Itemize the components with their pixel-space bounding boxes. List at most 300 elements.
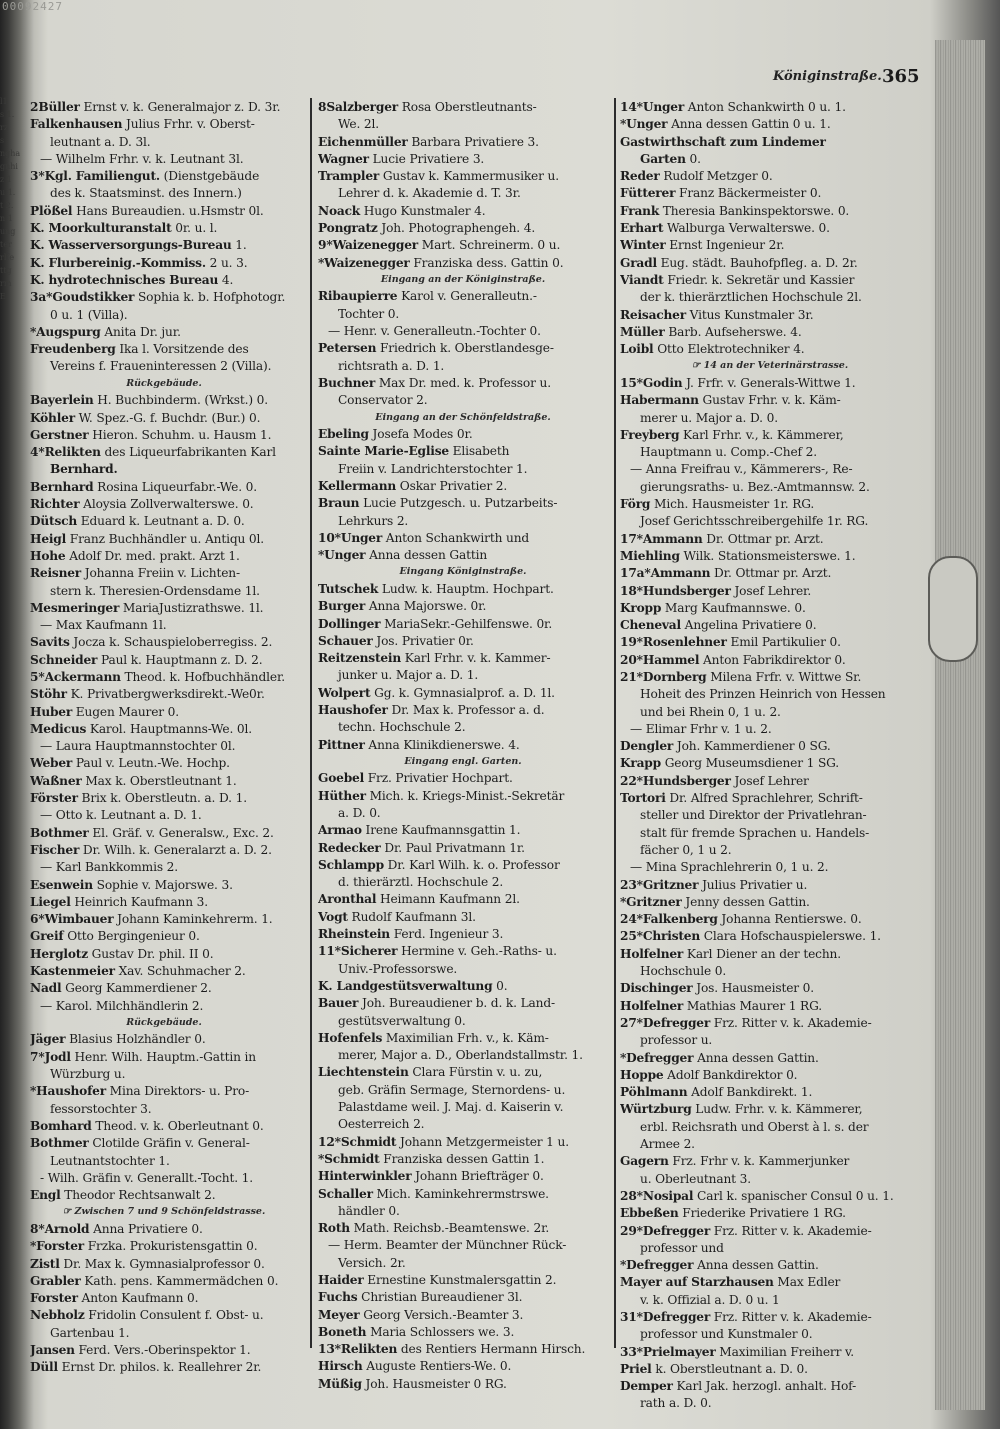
resident-name: Sainte Marie-Eglise (318, 444, 449, 459)
section-heading: ☞ Zwischen 7 und 9 Schönfeldstrasse. (62, 1206, 266, 1218)
entry-text: Ernst v. k. Generalmajor z. D. 3r. (79, 100, 281, 114)
resident-name: Cheneval (620, 618, 681, 633)
resident-name: Haider (318, 1273, 364, 1287)
entry-text: Milena Frfr. v. Wittwe Sr. (706, 670, 862, 684)
directory-entry (30, 410, 298, 427)
directory-entry (30, 1290, 298, 1307)
resident-name: Jäger (30, 1032, 66, 1047)
entry-text: Vitus Kunstmaler 3r. (685, 307, 814, 322)
section-heading: Eingang an der Schönfeldstraße. (375, 411, 551, 423)
house-number: 4* (30, 445, 45, 460)
entry-text: und bei Rhein 0, 1 u. 2. (640, 704, 781, 719)
resident-name: Bayerlein (30, 393, 94, 408)
entry-text: Brix k. Oberstleutn. a. D. 1. (77, 791, 247, 806)
entry-text: K. Privatbergwerksdirekt.-We0r. (66, 687, 265, 702)
resident-name: Düll (30, 1360, 58, 1375)
resident-name: *Augspurg (30, 324, 101, 339)
directory-entry (318, 995, 608, 1012)
margin-fragment: s 1. (0, 110, 15, 119)
directory-entry (318, 1307, 608, 1324)
entry-text: Irene Kaufmannsgattin 1. (361, 823, 521, 838)
entry-text: Tochter 0. (338, 306, 400, 321)
entry-continuation (30, 1101, 298, 1118)
resident-name: Stöhr (30, 687, 67, 702)
entry-continuation (30, 1153, 298, 1170)
resident-name: Wolpert (318, 685, 371, 700)
entry-text: fessorstochter 3. (50, 1101, 152, 1116)
entry-text: Karl Frhr. v. k. Kammer- (401, 651, 551, 666)
entry-text: Auguste Rentiers-We. 0. (362, 1359, 512, 1374)
margin-fragment: s (0, 136, 5, 145)
entry-text: — Wilhelm Frhr. v. k. Leutnant 3l. (40, 151, 244, 166)
entry-text: — Mina Sprachlehrerin 0, 1 u. 2. (630, 860, 829, 875)
entry-continuation (30, 134, 298, 151)
entry-text: Paul v. Leutn.-We. Hochp. (72, 756, 230, 771)
entry-text: techn. Hochschule 2. (338, 720, 466, 735)
entry-continuation (620, 721, 920, 738)
entry-text: Anita Dr. jur. (100, 324, 181, 339)
entry-text: Ferd. Ingenieur 3. (389, 927, 504, 942)
entry-text: Ernestine Kunstmalersgattin 2. (363, 1273, 557, 1287)
directory-entry (318, 1289, 608, 1306)
entry-continuation (318, 874, 608, 891)
entry-continuation (620, 151, 920, 168)
entry-text: merer u. Major a. D. 0. (640, 410, 778, 425)
resident-name: Hüther (318, 788, 366, 803)
directory-entry (620, 1153, 920, 1170)
entry-text: Palastdame weil. J. Maj. d. Kaiserin v. (338, 1100, 564, 1115)
entry-continuation (318, 323, 608, 340)
entry-text: Angelina Privatiere 0. (680, 618, 817, 633)
directory-entry (318, 1324, 608, 1341)
directory-entry (620, 1274, 920, 1291)
margin-fragment: ngha (0, 149, 21, 158)
resident-name: Miehling (620, 548, 680, 563)
resident-name: Priel (620, 1361, 652, 1376)
entry-text: Heimann Kaufmann 2l. (376, 892, 520, 907)
entry-text: Mathias Maurer 1 RG. (683, 998, 822, 1013)
resident-name: Gradl (620, 255, 657, 270)
directory-entry (30, 1118, 298, 1135)
margin-fragment: z 1 (0, 175, 12, 184)
entry-text: Hauptmann u. Comp.-Chef 2. (640, 445, 817, 460)
resident-name: Hirsch (318, 1359, 363, 1374)
directory-entry (620, 531, 920, 548)
resident-name: Fischer (30, 842, 80, 857)
resident-name: Meyer (318, 1307, 360, 1322)
entry-text: — Herm. Beamter der Münchner Rück- (328, 1238, 567, 1253)
entry-continuation (620, 289, 920, 306)
resident-name: Roth (318, 1221, 350, 1236)
resident-name: Hundsberger (642, 583, 731, 598)
resident-name: Reder (620, 169, 660, 184)
entry-text: Joh. Photographengeh. 4. (377, 221, 536, 236)
entry-continuation (620, 1240, 920, 1257)
directory-entry (30, 1359, 298, 1376)
resident-name: Reitzenstein (318, 651, 402, 666)
directory-entry (30, 479, 298, 496)
margin-fragment: n 1 (0, 214, 13, 223)
entry-text: Mart. Schreinerm. 0 u. (418, 238, 561, 253)
entry-text: Marg Kaufmannswe. 0. (661, 600, 806, 615)
resident-name: *Forster (30, 1239, 84, 1254)
directory-entry (318, 1186, 608, 1203)
entry-text: Johann Metzgermeister 1 u. (396, 1134, 569, 1149)
house-number: 17a* (620, 566, 651, 581)
entry-text: Lehrer d. k. Akademie d. T. 3r. (338, 186, 521, 201)
page-header (700, 66, 930, 92)
resident-name: Burger (318, 599, 366, 614)
resident-name: Savits (30, 635, 70, 650)
directory-entry (30, 289, 298, 306)
directory-entry (30, 496, 298, 513)
entry-text: Armee 2. (640, 1137, 695, 1152)
entry-text: Versich. 2r. (338, 1255, 406, 1270)
entry-text: Jocza k. Schauspieloberregiss. 2. (69, 635, 273, 650)
entry-text: Anna dessen Gattin 0 u. 1. (667, 117, 831, 132)
entry-text: Josef Lehrer. (730, 583, 812, 598)
directory-entry (620, 341, 920, 358)
directory-entry (620, 272, 920, 289)
entry-text: Leutnantstochter 1. (50, 1153, 170, 1168)
resident-name: Schlampp (318, 857, 384, 872)
entry-continuation (620, 859, 920, 876)
entry-text: Frz. Ritter v. k. Akademie- (710, 1015, 872, 1030)
entry-text: Lehrkurs 2. (338, 513, 409, 528)
directory-entry (318, 650, 608, 667)
resident-name: Medicus (30, 721, 87, 736)
directory-entry (318, 340, 608, 357)
house-number: 3* (30, 169, 45, 184)
directory-entry (620, 1223, 920, 1240)
house-number: 29* (620, 1223, 643, 1238)
directory-entry (318, 1376, 608, 1393)
resident-name: Schmidt (340, 1134, 397, 1149)
resident-name: *Unger (620, 117, 668, 132)
directory-entry (318, 1030, 608, 1047)
directory-entry (30, 324, 298, 341)
entry-text: — Henr. v. Generalleutn.-Tochter 0. (328, 324, 541, 339)
column-left (30, 99, 298, 1377)
entry-text: Josefa Modes 0r. (368, 427, 473, 442)
entry-text: Gg. k. Gymnasialprof. a. D. 1l. (370, 685, 555, 700)
directory-entry (30, 203, 298, 220)
entry-text: Vereins f. Fraueninteressen 2 (Villa). (50, 359, 272, 374)
directory-entry (620, 1344, 920, 1361)
directory-entry (30, 392, 298, 409)
entry-text: 2 u. 3. (205, 255, 248, 270)
resident-name: Hammel (642, 652, 700, 667)
entry-text: Julius Frhr. v. Oberst- (122, 117, 255, 132)
resident-name: Jansen (30, 1342, 75, 1357)
entry-text: k. Oberstleutnant a. D. 0. (651, 1361, 808, 1376)
resident-name: Plößel (30, 203, 73, 218)
entry-text: steller und Direktor der Privatlehran- (640, 808, 867, 823)
entry-text: Aloysia Zollverwalterswe. 0. (79, 497, 254, 512)
directory-entry (318, 926, 608, 943)
resident-name: Gritzner (642, 877, 699, 892)
entry-text: Rudolf Metzger 0. (659, 169, 773, 184)
entry-continuation (318, 1013, 608, 1030)
directory-entry (620, 116, 920, 133)
directory-entry (30, 531, 298, 548)
resident-name: Defregger (642, 1223, 711, 1238)
entry-continuation (30, 185, 298, 202)
entry-continuation (620, 807, 920, 824)
entry-text: Otto Elektrotechniker 4. (653, 342, 805, 357)
entry-text: Gustav Frhr. v. k. Käm- (698, 393, 841, 408)
page-stack-edge (935, 40, 985, 1410)
entry-text: Christian Bureaudiener 3l. (357, 1290, 523, 1305)
entry-text: Maximilian Frh. v., k. Käm- (382, 1030, 549, 1045)
entry-continuation (620, 1032, 920, 1049)
house-number: 8* (30, 1221, 45, 1236)
directory-entry (318, 1272, 608, 1289)
scan-id-stamp: 00092427 (2, 0, 63, 13)
directory-entry (318, 530, 608, 547)
entry-continuation (318, 116, 608, 133)
entry-continuation (318, 392, 608, 409)
resident-name: Mayer auf Starzhausen (620, 1275, 774, 1290)
resident-name: Hofenfels (318, 1030, 383, 1045)
resident-name: Nosipal (642, 1188, 694, 1203)
entry-text: — Karl Bankkommis 2. (40, 860, 178, 875)
directory-entry (30, 237, 298, 254)
entry-text: Karol. Hauptmanns-We. 0l. (86, 721, 252, 736)
directory-entry (318, 788, 608, 805)
entry-text: Hochschule 0. (640, 964, 727, 979)
entry-text: Emil Partikulier 0. (726, 635, 841, 650)
directory-entry (318, 255, 608, 272)
resident-name: Wimbauer (44, 912, 114, 927)
resident-name: Garten (640, 151, 686, 166)
resident-name: Nadl (30, 981, 62, 996)
directory-entry (30, 1342, 298, 1359)
resident-name: Dollinger (318, 616, 381, 631)
resident-name: Bernhard (30, 479, 94, 494)
resident-name: Huber (30, 704, 73, 719)
resident-name: Freyberg (620, 427, 680, 442)
entry-continuation (30, 307, 298, 324)
house-number: 9* (318, 238, 333, 253)
resident-name: Relikten (340, 1342, 398, 1357)
resident-name: Tortori (620, 791, 666, 806)
resident-name: Krapp (620, 756, 661, 771)
resident-name: Engl (30, 1188, 61, 1203)
directory-entry (30, 669, 298, 686)
directory-entry (30, 1135, 298, 1152)
directory-entry (620, 1188, 920, 1205)
margin-fragment: u 1. (0, 188, 16, 197)
directory-entry (318, 495, 608, 512)
entry-text: Johanna Freiin v. Lichten- (81, 566, 240, 581)
resident-name: Holfelner (620, 998, 684, 1013)
entry-continuation (30, 1325, 298, 1342)
entry-text: Franz Buchhändler u. Antiqu 0l. (66, 531, 264, 546)
directory-entry (620, 1361, 920, 1378)
directory-entry (318, 685, 608, 702)
house-number: 7* (30, 1049, 45, 1064)
entry-text: Franziska dess. Gattin 0. (409, 255, 564, 270)
directory-entry (30, 686, 298, 703)
entry-text: Julius Privatier u. (698, 877, 808, 892)
directory-entry (620, 427, 920, 444)
thumb-index-tab (928, 556, 978, 662)
section-heading: Rückgebäude. (126, 377, 202, 389)
directory-entry (30, 1221, 298, 1238)
directory-entry (620, 1205, 920, 1222)
directory-entry (318, 547, 608, 564)
entry-text: We. 2l. (338, 117, 379, 132)
entry-text: J. Frfr. v. Generals-Wittwe 1. (682, 375, 856, 390)
resident-name: Richter (30, 497, 80, 512)
entry-text: — Anna Freifrau v., Kämmerers-, Re- (630, 462, 853, 477)
entry-text: Theod. v. k. Oberleutnant 0. (91, 1118, 264, 1133)
directory-entry (620, 928, 920, 945)
directory-entry (620, 652, 920, 669)
entry-text: Blasius Holzhändler 0. (65, 1032, 206, 1047)
entry-text: Dr. Ottmar pr. Arzt. (702, 531, 824, 546)
entry-text: Dr. Wilh. k. Generalarzt a. D. 2. (79, 842, 272, 857)
directory-entry (30, 99, 298, 116)
entry-text: Franz Bäckermeister 0. (675, 186, 822, 201)
margin-fragment: t 2. (0, 201, 14, 210)
directory-entry (318, 1341, 608, 1358)
directory-entry (318, 1358, 608, 1375)
directory-entry (30, 1256, 298, 1273)
directory-entry (30, 928, 298, 945)
entry-text: des Rentiers Hermann Hirsch. (397, 1342, 586, 1357)
entry-text: Maximilian Freiherr v. (715, 1344, 855, 1359)
house-number: 11* (318, 944, 341, 959)
directory-entry (318, 151, 608, 168)
entry-text: Lucie Privatiere 3. (368, 151, 485, 166)
entry-text: Max k. Oberstleutnant 1. (81, 773, 237, 788)
entry-text: Theod. k. Hofbuchhändler. (120, 670, 286, 684)
entry-text: 0. (492, 978, 508, 993)
directory-entry (318, 1168, 608, 1185)
house-number: 23* (620, 877, 643, 892)
entry-text: Hans Bureaudien. u.Hsmstr 0l. (72, 203, 264, 218)
resident-name: Ribaupierre (318, 289, 398, 304)
resident-name: *Gritzner (620, 894, 682, 909)
entry-text: Karl Diener an der techn. (683, 946, 841, 961)
directory-entry (30, 600, 298, 617)
resident-name: *Schmidt (318, 1151, 380, 1166)
resident-name: Förg (620, 497, 651, 512)
resident-name: *Defregger (620, 1258, 694, 1273)
entry-text: v. k. Offizial a. D. 0 u. 1 (640, 1292, 780, 1307)
resident-name: Prielmayer (642, 1344, 716, 1359)
resident-name: Rosenlehner (642, 635, 727, 650)
entry-text: Max Dr. med. k. Professor u. (375, 375, 551, 390)
entry-continuation (318, 1047, 608, 1064)
directory-entry (318, 633, 608, 650)
entry-text: Frz. Ritter v. k. Akademie- (710, 1223, 872, 1238)
resident-name: Hoppe (620, 1067, 664, 1082)
resident-name: Zistl (30, 1256, 60, 1271)
entry-continuation (30, 998, 298, 1015)
entry-text: Ferd. Vers.-Oberinspektor 1. (74, 1342, 251, 1357)
entry-text: fächer 0, 1 u 2. (640, 842, 732, 857)
resident-name: Fütterer (620, 186, 676, 201)
margin-fragment: ung (0, 227, 16, 236)
resident-name: Rheinstein (318, 927, 390, 942)
resident-name: Braun (318, 496, 360, 511)
house-number: 31* (620, 1309, 643, 1324)
directory-entry (318, 943, 608, 960)
directory-entry (620, 1067, 920, 1084)
directory-entry (30, 773, 298, 790)
directory-entry (620, 790, 920, 807)
entry-text: Friedr. k. Sekretär und Kassier (663, 272, 855, 287)
directory-entry (318, 822, 608, 839)
entry-text: a. D. 0. (338, 805, 381, 820)
resident-name: Köhler (30, 410, 75, 425)
resident-name: Armao (318, 823, 362, 838)
resident-name: Hinterwinkler (318, 1169, 412, 1184)
entry-text: Johanna Rentierswe. 0. (717, 912, 862, 927)
section-heading: Rückgebäude. (126, 1016, 202, 1028)
entry-text: Rudolf Kaufmann 3l. (347, 909, 476, 924)
resident-name: Habermann (620, 393, 699, 408)
directory-entry (30, 1307, 298, 1324)
resident-name: Ebbeßen (620, 1206, 679, 1221)
resident-name: Arnold (44, 1221, 90, 1236)
entry-text: - Wilh. Gräfin v. Generallt.-Tocht. 1. (40, 1170, 253, 1185)
entry-text: Oskar Privatier 2. (396, 478, 508, 493)
house-number: 14* (620, 100, 643, 114)
directory-entry (620, 99, 920, 116)
entry-text: Ernst Ingenieur 2r. (665, 238, 785, 253)
resident-name: Buchner (318, 375, 376, 390)
entry-continuation (30, 859, 298, 876)
entry-text: Mina Direktors- u. Pro- (105, 1084, 250, 1099)
resident-name: Hohe (30, 548, 66, 563)
entry-continuation (318, 667, 608, 684)
entry-text: erbl. Reichsrath und Oberst à l. s. der (640, 1119, 869, 1134)
directory-entry (620, 220, 920, 237)
resident-name: Bernhard. (50, 462, 118, 477)
resident-name: Reisacher (620, 307, 686, 322)
margin-fragment: rm (0, 279, 12, 288)
entry-text: Anna dessen Gattin (365, 548, 488, 563)
entry-continuation (30, 738, 298, 755)
entry-text: Xav. Schuhmacher 2. (114, 964, 246, 979)
resident-name: Vogt (318, 909, 348, 924)
directory-entry (30, 427, 298, 444)
entry-text: MariaJustizrathswe. 1l. (119, 600, 264, 615)
entry-text: Dr. Max k. Gymnasialprofessor 0. (59, 1256, 265, 1271)
directory-entry (30, 1187, 298, 1204)
margin-fragment: gnhi (0, 162, 18, 171)
directory-entry (620, 998, 920, 1015)
entry-text: Fridolin Consulent f. Obst- u. (84, 1308, 264, 1323)
directory-entry (318, 443, 608, 460)
directory-entry (30, 1083, 298, 1100)
entry-text: rath a. D. 0. (640, 1396, 712, 1411)
resident-name: Goebel (318, 771, 364, 786)
entry-text: Frz. Ritter v. k. Akademie- (710, 1309, 872, 1324)
directory-entry (620, 946, 920, 963)
entry-continuation (318, 185, 608, 202)
entry-text: geb. Gräfin Sermage, Sternordens- u. (338, 1082, 566, 1097)
entry-text: Hieron. Schuhm. u. Hausm 1. (88, 427, 272, 442)
entry-text: Walburga Verwalterswe. 0. (663, 221, 830, 236)
directory-entry (30, 548, 298, 565)
resident-name: Salzberger (326, 100, 398, 114)
entry-text: Clara Fürstin v. u. zu, (408, 1065, 543, 1080)
